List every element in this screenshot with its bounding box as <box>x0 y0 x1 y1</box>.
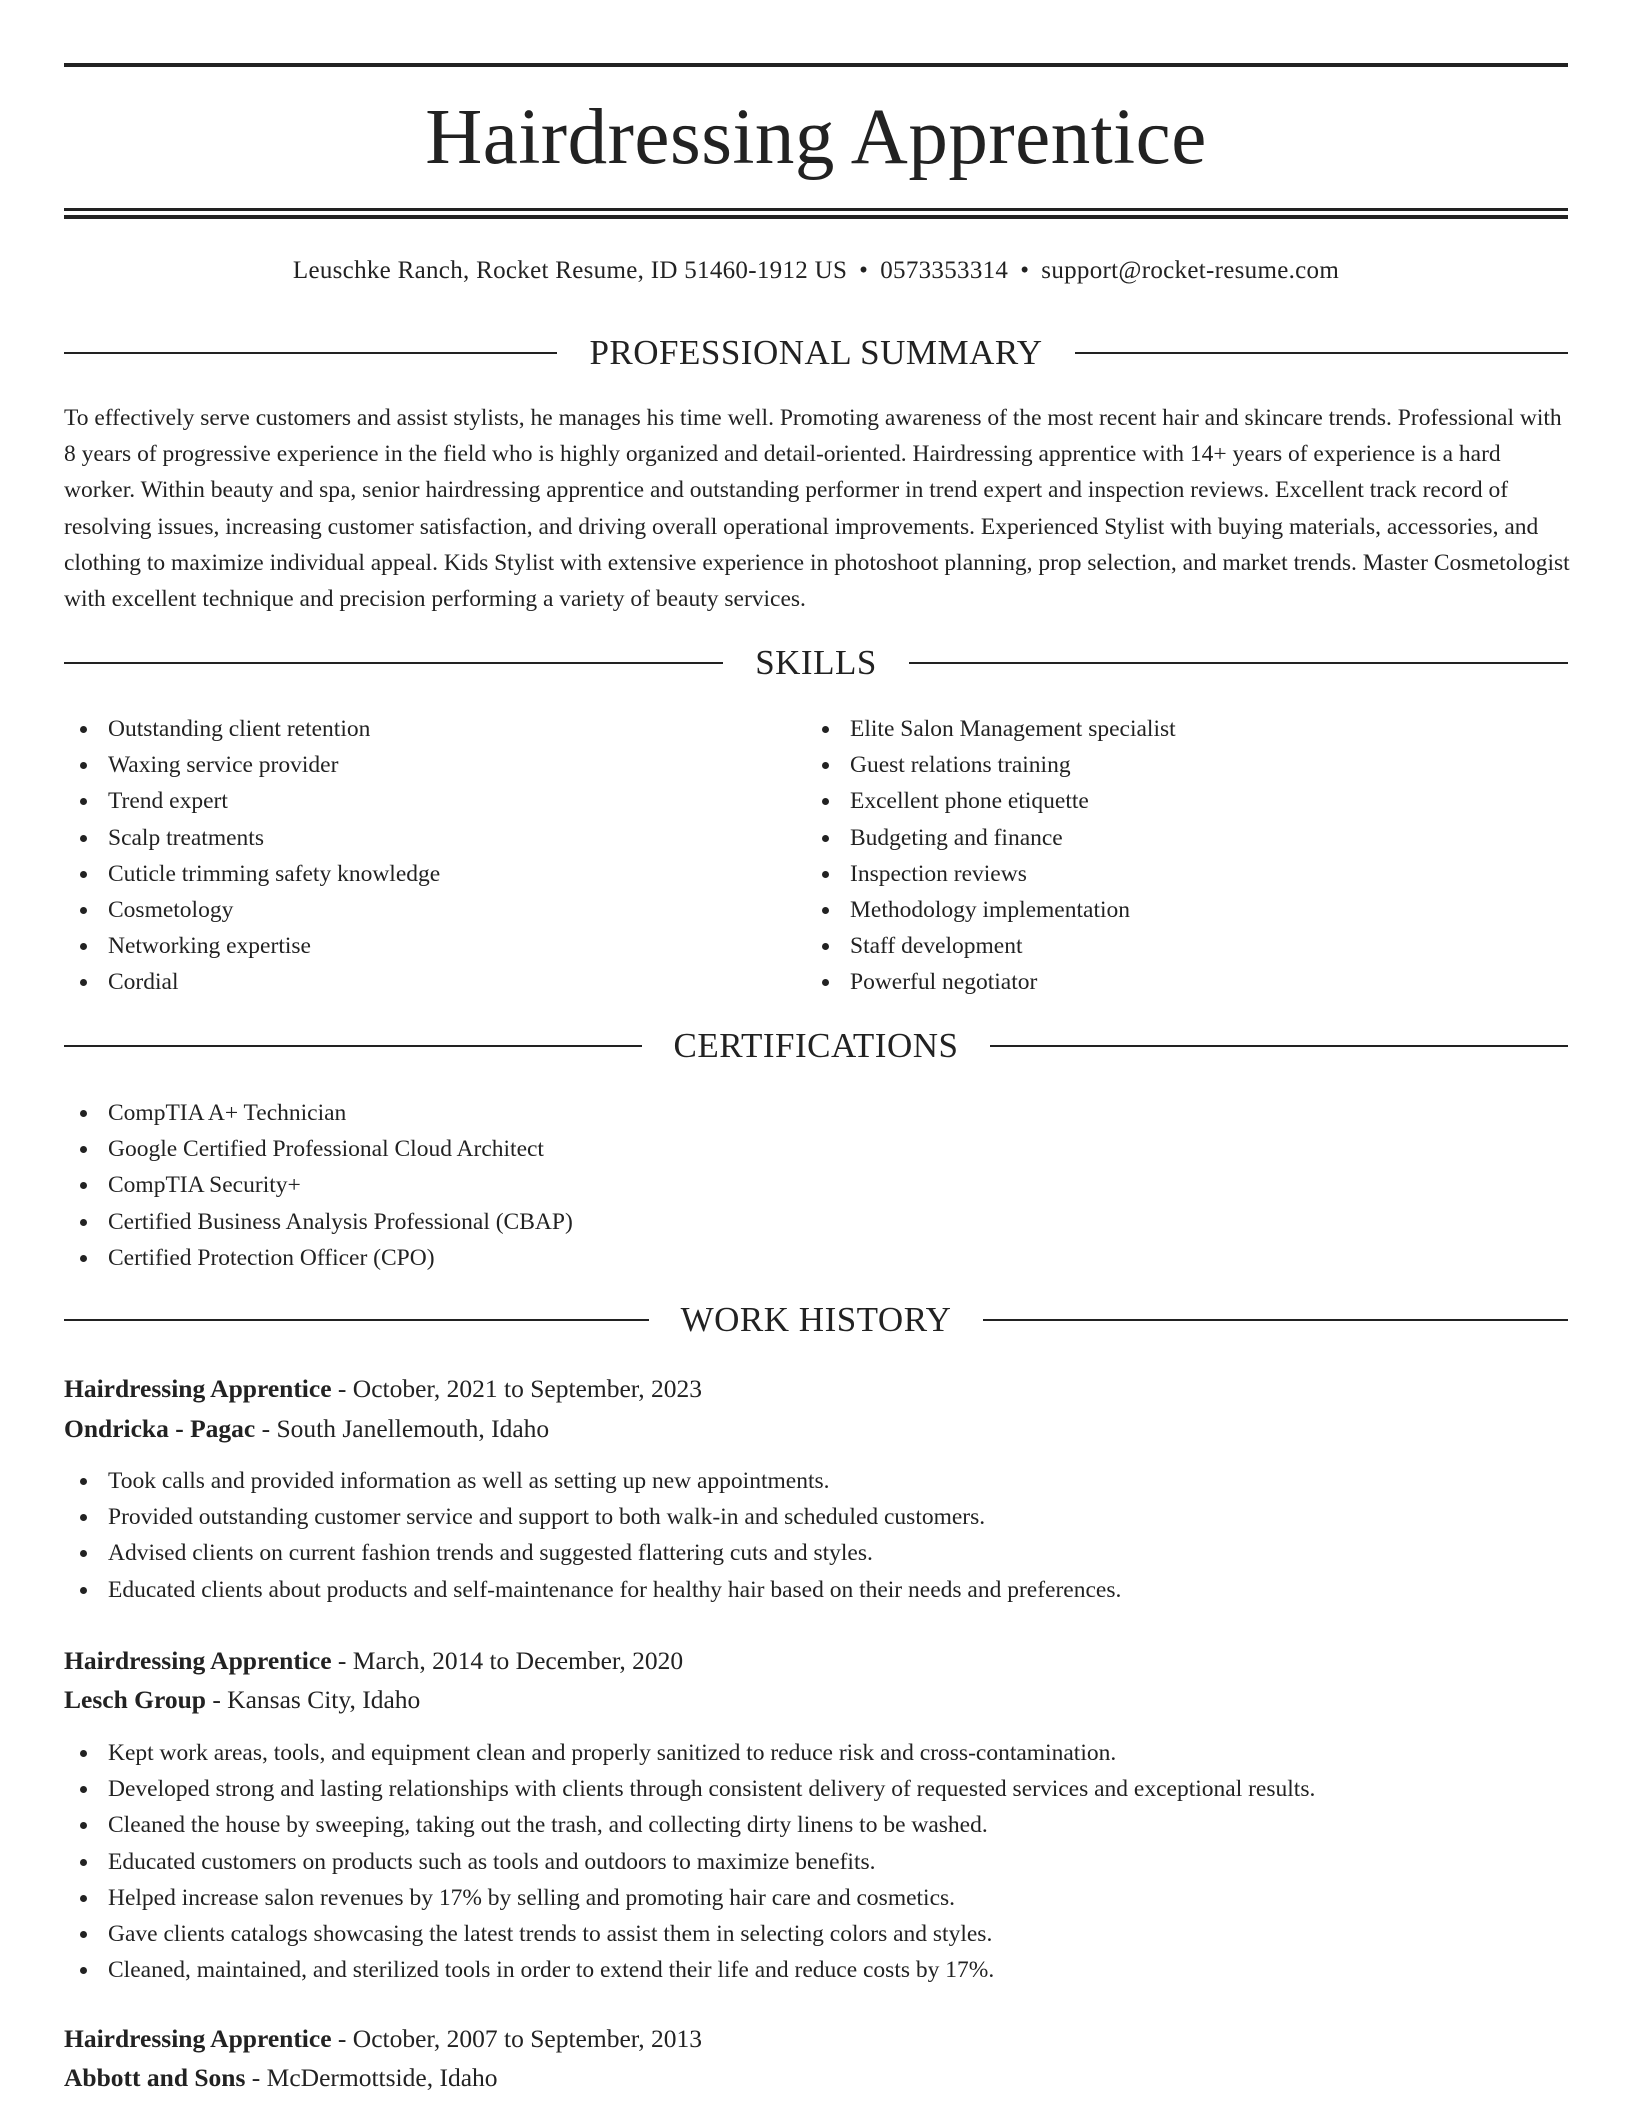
summary-heading-label: PROFESSIONAL SUMMARY <box>589 333 1043 372</box>
summary-heading <box>64 331 1568 375</box>
skills-heading <box>64 641 1568 685</box>
certification-item: CompTIA A+ Technician <box>64 1095 1568 1131</box>
work-history-heading-label: WORK HISTORY <box>680 1300 952 1339</box>
job-bullets <box>64 1463 1568 1608</box>
certifications-list <box>64 1095 1568 1276</box>
job-bullet: Educated clients about products and self-maintenance for healthy hair based on their needs and preferences. <box>64 1572 1568 1608</box>
job-company: Ondricka - Pagac <box>64 1414 256 1443</box>
job-location: - South Janellemouth, Idaho <box>255 1414 550 1443</box>
contact-separator: • <box>859 257 869 284</box>
heading-rule-right <box>909 662 1568 664</box>
job-bullet: Took calls and provided information as well as setting up new appointments. <box>64 1463 1568 1499</box>
skill-item: Outstanding client retention <box>64 711 804 747</box>
skill-item: Powerful negotiator <box>806 964 1566 1000</box>
certification-item: Certified Protection Officer (CPO) <box>64 1240 1568 1276</box>
header-top-rule <box>64 63 1568 67</box>
job-title-line <box>64 2022 1568 2056</box>
skills-list-right <box>806 711 1566 1001</box>
heading-rule-right <box>990 1045 1568 1047</box>
job-company-line <box>64 1412 1568 1446</box>
skill-item: Scalp treatments <box>64 820 804 856</box>
skill-item: Cuticle trimming safety knowledge <box>64 856 804 892</box>
contact-address: Leuschke Ranch, Rocket Resume, ID 51460-1912 US <box>292 257 848 284</box>
certifications-heading-label: CERTIFICATIONS <box>673 1026 959 1065</box>
heading-rule-left <box>64 662 723 664</box>
skill-item: Cordial <box>64 964 804 1000</box>
job-bullet: Cleaned, maintained, and sterilized tools in order to extend their life and reduce costs by 17%. <box>64 1952 1568 1988</box>
job-dates: - October, 2007 to September, 2013 <box>331 2024 702 2053</box>
skill-item: Guest relations training <box>806 747 1566 783</box>
job-title: Hairdressing Apprentice <box>64 1374 332 1403</box>
skill-item: Staff development <box>806 928 1566 964</box>
contact-email[interactable]: support@rocket-resume.com <box>1041 257 1340 284</box>
skills-list-left <box>64 711 804 1001</box>
skill-item: Cosmetology <box>64 892 804 928</box>
job-bullet: Developed strong and lasting relationships with clients through consistent delivery of requested services and exceptional results. <box>64 1771 1568 1807</box>
contact-line <box>64 255 1568 287</box>
job-title-line <box>64 1644 1568 1678</box>
job-title: Hairdressing Apprentice <box>64 2024 332 2053</box>
resume-title: Hairdressing Apprentice <box>425 94 1207 181</box>
job-title: Hairdressing Apprentice <box>64 1646 332 1675</box>
job-company-line <box>64 1683 1568 1717</box>
certification-item: Certified Business Analysis Professional (CBAP) <box>64 1204 1568 1240</box>
summary-text: To effectively serve customers and assist stylists, he manages his time well. Promoting awareness of the most recent hair and skincare trends. Professional with 8 years of progressive experience in the field who is highly organized and detail-oriented. Hairdressing apprentice with 14+ years of experience is a hard worker. Within beauty and spa, senior hairdressing apprentice and outstanding performer in trend expert and inspection reviews. Excellent track record of resolving issues, increasing customer satisfaction, and driving overall operational improvements. Experienced Stylist with buying materials, accessories, and clothing to maximize individual appeal. Kids Stylist with extensive experience in photoshoot planning, prop selection, and market trends. Master Cosmetologist with excellent technique and precision performing a variety of beauty services. <box>64 405 1570 613</box>
job-bullet: Kept work areas, tools, and equipment clean and properly sanitized to reduce risk and cross-contamination. <box>64 1735 1568 1771</box>
skill-item: Networking expertise <box>64 928 804 964</box>
job-company: Lesch Group <box>64 1685 206 1714</box>
heading-rule-right <box>983 1319 1568 1321</box>
job-bullet: Advised clients on current fashion trends and suggested flattering cuts and styles. <box>64 1535 1568 1571</box>
skill-item: Excellent phone etiquette <box>806 783 1566 819</box>
contact-separator: • <box>1020 257 1030 284</box>
work-history-heading <box>64 1298 1568 1342</box>
job-bullet: Cleaned the house by sweeping, taking out the trash, and collecting dirty linens to be washed. <box>64 1807 1568 1843</box>
job-bullet: Helped increase salon revenues by 17% by selling and promoting hair care and cosmetics. <box>64 1880 1568 1916</box>
skill-item: Budgeting and finance <box>806 820 1566 856</box>
job-bullet: Provided outstanding customer service and support to both walk-in and scheduled customers. <box>64 1499 1568 1535</box>
job-bullet: Educated customers on products such as tools and outdoors to maximize benefits. <box>64 1844 1568 1880</box>
job-location: - Kansas City, Idaho <box>205 1685 421 1714</box>
heading-rule-right <box>1075 352 1568 354</box>
job-bullet: Gave clients catalogs showcasing the latest trends to assist them in selecting colors and styles. <box>64 1916 1568 1952</box>
heading-rule-left <box>64 1319 649 1321</box>
certification-item: CompTIA Security+ <box>64 1167 1568 1203</box>
skill-item: Methodology implementation <box>806 892 1566 928</box>
job-location: - McDermottside, Idaho <box>245 2063 498 2092</box>
skill-item: Elite Salon Management specialist <box>806 711 1566 747</box>
contact-phone[interactable]: 0573353314 <box>880 257 1009 284</box>
heading-rule-left <box>64 1045 642 1047</box>
skills-heading-label: SKILLS <box>755 643 877 682</box>
certification-item: Google Certified Professional Cloud Architect <box>64 1131 1568 1167</box>
job-dates: - March, 2014 to December, 2020 <box>331 1646 684 1675</box>
job-title-line <box>64 1372 1568 1406</box>
job-bullets <box>64 1735 1568 1988</box>
skill-item: Trend expert <box>64 783 804 819</box>
job-company: Abbott and Sons <box>64 2063 246 2092</box>
header-double-rule <box>64 208 1568 219</box>
skill-item: Inspection reviews <box>806 856 1566 892</box>
certifications-heading <box>64 1024 1568 1068</box>
job-dates: - October, 2021 to September, 2023 <box>331 1374 702 1403</box>
job-company-line <box>64 2061 1568 2095</box>
heading-rule-left <box>64 352 557 354</box>
skill-item: Waxing service provider <box>64 747 804 783</box>
